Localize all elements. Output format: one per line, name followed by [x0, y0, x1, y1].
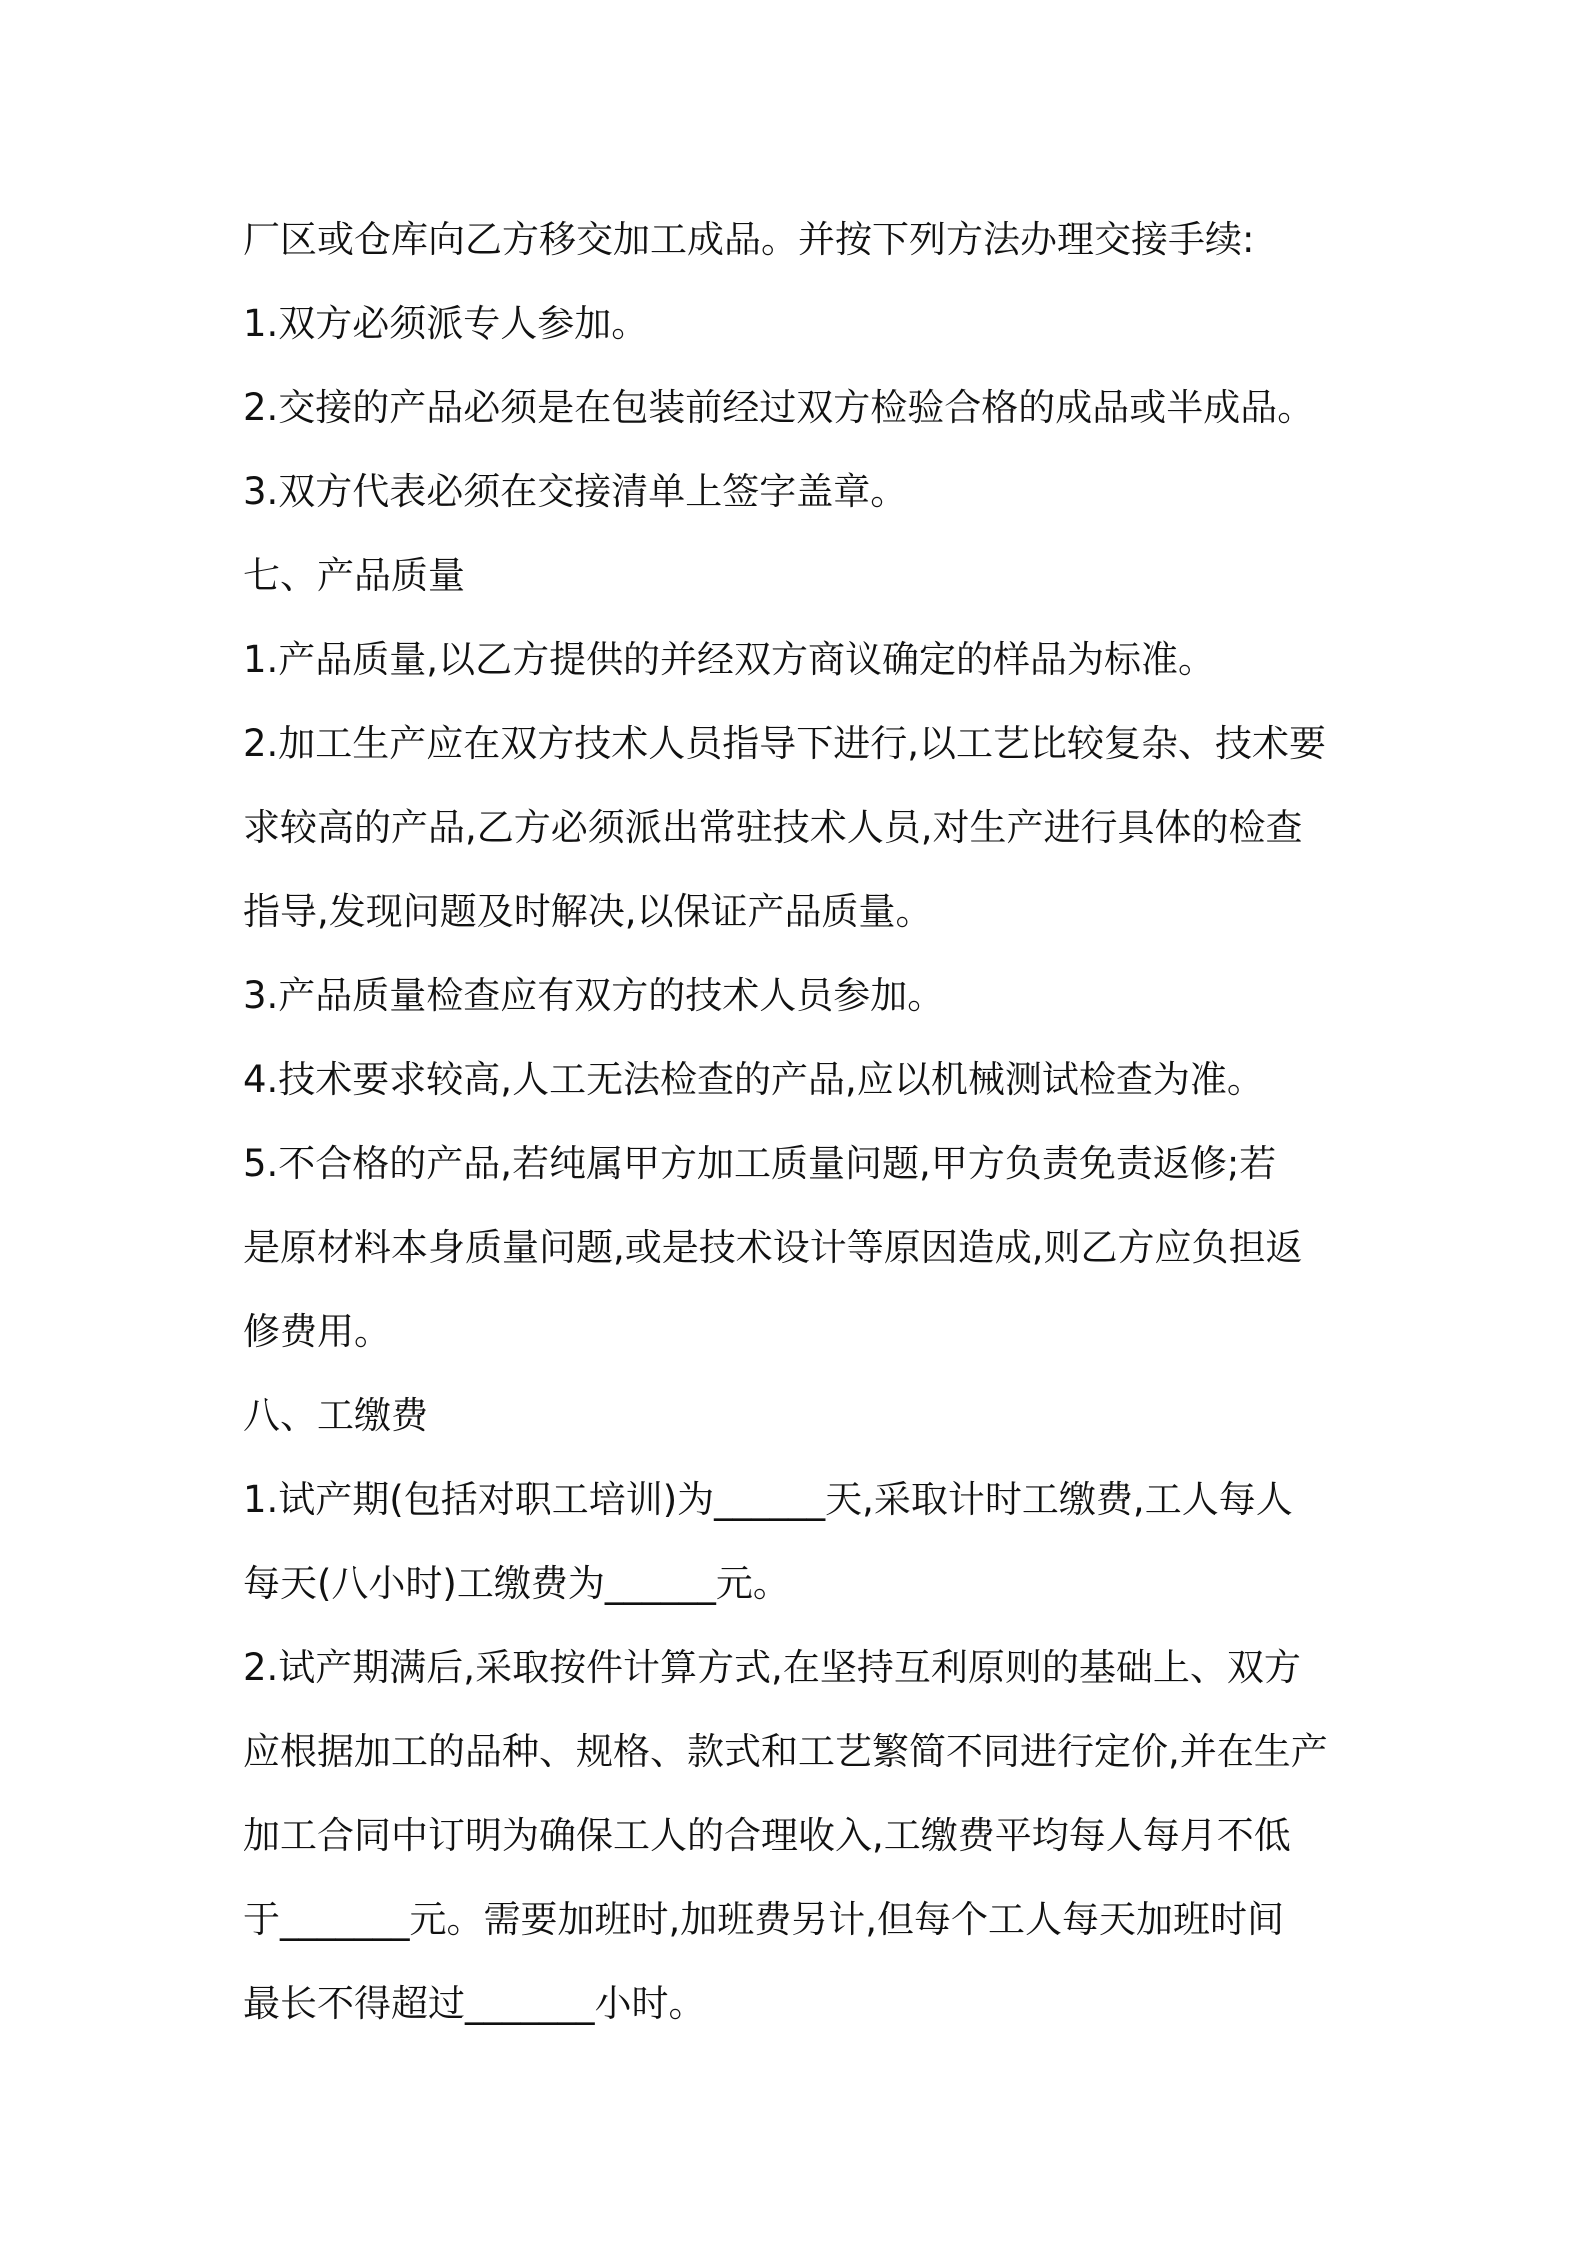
- text-line: 求较高的产品,乙方必须派出常驻技术人员,对生产进行具体的检查: [243, 806, 1303, 849]
- text-line: 1.双方必须派专人参加。: [243, 302, 649, 345]
- text-line: 4.技术要求较高,人工无法检查的产品,应以机械测试检查为准。: [243, 1058, 1264, 1101]
- text-line: 3.双方代表必须在交接清单上签字盖章。: [243, 470, 908, 513]
- document-body: [243, 198, 1363, 2046]
- text-line: 每天(八小时)工缴费为______元。: [243, 1562, 790, 1605]
- text-line: 修费用。: [243, 1310, 391, 1353]
- text-line: 2.加工生产应在双方技术人员指导下进行,以工艺比较复杂、技术要: [243, 722, 1327, 765]
- text-line: 是原材料本身质量问题,或是技术设计等原因造成,则乙方应负担返: [243, 1226, 1303, 1269]
- text-line: 5.不合格的产品,若纯属甲方加工质量问题,甲方负责免责返修;若: [243, 1142, 1277, 1185]
- text-line: 于_______元。需要加班时,加班费另计,但每个工人每天加班时间: [243, 1898, 1285, 1941]
- text-line: 3.产品质量检查应有双方的技术人员参加。: [243, 974, 945, 1017]
- text-line: 加工合同中订明为确保工人的合理收入,工缴费平均每人每月不低: [243, 1814, 1291, 1857]
- text-line: 2.交接的产品必须是在包装前经过双方检验合格的成品或半成品。: [243, 386, 1315, 429]
- section-heading: 八、工缴费: [243, 1394, 428, 1437]
- text-line: 厂区或仓库向乙方移交加工成品。并按下列方法办理交接手续:: [243, 218, 1255, 261]
- text-line: 最长不得超过_______小时。: [243, 1982, 706, 2025]
- text-line: 1.产品质量,以乙方提供的并经双方商议确定的样品为标准。: [243, 638, 1216, 681]
- text-line: 应根据加工的品种、规格、款式和工艺繁简不同进行定价,并在生产: [243, 1730, 1328, 1773]
- text-line: 1.试产期(包括对职工培训)为______天,采取计时工缴费,工人每人: [243, 1478, 1293, 1521]
- text-line: 2.试产期满后,采取按件计算方式,在坚持互利原则的基础上、双方: [243, 1646, 1301, 1689]
- section-heading: 七、产品质量: [243, 554, 465, 597]
- text-line: 指导,发现问题及时解决,以保证产品质量。: [243, 890, 933, 933]
